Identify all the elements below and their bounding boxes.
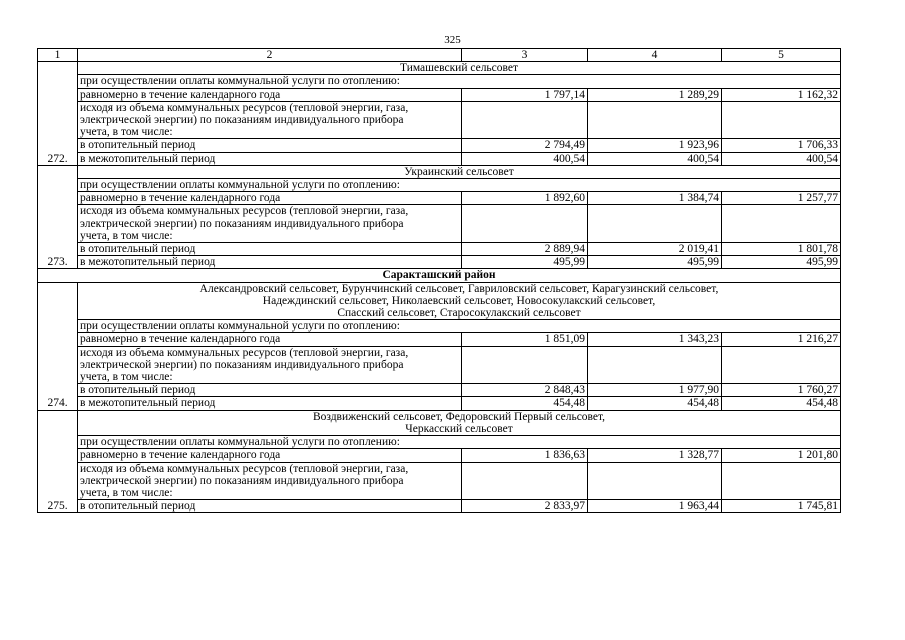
row-label (78, 243, 462, 256)
entity-title (78, 282, 841, 320)
text-line: учета, в том числе: (80, 229, 173, 242)
tariff-value (462, 462, 588, 500)
text-line: при осуществлении оплаты коммунальной услуги по отоплению: (80, 179, 400, 192)
text-line: равномерно в течение календарного года (80, 192, 281, 205)
column-header: 4 (588, 49, 722, 62)
tariff-value (462, 346, 588, 384)
column-header: 2 (78, 49, 462, 62)
entity-title (78, 410, 841, 435)
tariff-value: 1 706,33 (722, 139, 841, 152)
row-label (78, 88, 462, 101)
row-label (78, 500, 462, 513)
tariff-value: 454,48 (462, 397, 588, 410)
group-row (38, 462, 841, 500)
group-row (38, 101, 841, 139)
table-row (38, 192, 841, 205)
text-line: в межотопительный период (80, 152, 216, 165)
tariff-value: 1 162,32 (722, 88, 841, 101)
entity-number: 273. (38, 165, 78, 269)
tariff-table-body (38, 49, 841, 513)
row-label (78, 75, 841, 88)
tariff-value (588, 205, 722, 243)
tariff-value (722, 462, 841, 500)
row-label (78, 436, 841, 449)
page-number: 325 (444, 34, 461, 46)
entity-number: 275. (38, 410, 78, 513)
text-line: электрической энергии) по показаниям индивидуального прибора (80, 217, 404, 230)
row-label (78, 192, 462, 205)
tariff-value (462, 205, 588, 243)
text-line: в межотопительный период (80, 256, 216, 269)
tariff-value: 2 848,43 (462, 384, 588, 397)
row-label (78, 384, 462, 397)
table-row (38, 500, 841, 513)
row-label (78, 320, 841, 333)
table-row (38, 449, 841, 462)
row-label (78, 462, 462, 500)
tariff-value: 454,48 (722, 397, 841, 410)
tariff-value: 1 201,80 (722, 449, 841, 462)
tariff-value (722, 205, 841, 243)
entity-title (78, 165, 841, 178)
column-header: 3 (462, 49, 588, 62)
entity-title-row (38, 410, 841, 435)
table-row (38, 152, 841, 165)
tariff-value: 495,99 (722, 256, 841, 269)
text-line: в межотопительный период (80, 397, 216, 410)
text-line: электрической энергии) по показаниям индивидуального прибора (80, 474, 404, 487)
text-line: электрической энергии) по показаниям индивидуального прибора (80, 358, 404, 371)
text-line: при осуществлении оплаты коммунальной услуги по отоплению: (80, 320, 400, 333)
group-row (38, 205, 841, 243)
tariff-value (588, 462, 722, 500)
text-line: исходя из объема коммунальных ресурсов (тепловой энергии, газа, (80, 346, 409, 359)
column-header: 5 (722, 49, 841, 62)
tariff-value: 1 745,81 (722, 500, 841, 513)
tariff-value: 1 963,44 (588, 500, 722, 513)
tariff-value: 1 797,14 (462, 88, 588, 101)
district-title: Саракташский район (38, 269, 841, 282)
tariff-value: 495,99 (588, 256, 722, 269)
tariff-value: 1 836,63 (462, 449, 588, 462)
row-label (78, 449, 462, 462)
tariff-value (722, 101, 841, 139)
text-line: равномерно в течение календарного года (80, 333, 281, 346)
tariff-table (37, 48, 841, 513)
text-line: при осуществлении оплаты коммунальной услуги по отоплению: (80, 75, 400, 88)
text-line: в отопительный период (80, 243, 196, 256)
district-row (38, 269, 841, 282)
text-line: в отопительный период (80, 500, 196, 513)
tariff-value: 1 851,09 (462, 333, 588, 346)
text-line: Черкасский сельсовет (405, 422, 513, 435)
group-row (38, 436, 841, 449)
tariff-value (722, 346, 841, 384)
tariff-value: 1 384,74 (588, 192, 722, 205)
column-header-row (38, 49, 841, 62)
text-line: учета, в том числе: (80, 371, 173, 384)
text-line: учета, в том числе: (80, 486, 173, 499)
tariff-value: 2 794,49 (462, 139, 588, 152)
entity-number: 272. (38, 62, 78, 166)
tariff-value: 400,54 (462, 152, 588, 165)
text-line: учета, в том числе: (80, 126, 173, 139)
tariff-value: 1 343,23 (588, 333, 722, 346)
text-line: при осуществлении оплаты коммунальной услуги по отоплению: (80, 436, 400, 449)
tariff-value (588, 346, 722, 384)
text-line: равномерно в течение календарного года (80, 449, 281, 462)
tariff-value: 1 216,27 (722, 333, 841, 346)
row-label (78, 179, 841, 192)
text-line: в отопительный период (80, 139, 196, 152)
text-line: равномерно в течение календарного года (80, 88, 281, 101)
column-header: 1 (38, 49, 78, 62)
tariff-value: 495,99 (462, 256, 588, 269)
entity-title-row (38, 282, 841, 320)
row-label (78, 333, 462, 346)
tariff-value: 1 760,27 (722, 384, 841, 397)
row-label (78, 139, 462, 152)
entity-title (78, 62, 841, 75)
tariff-value: 1 977,90 (588, 384, 722, 397)
text-line: исходя из объема коммунальных ресурсов (тепловой энергии, газа, (80, 101, 409, 114)
row-label (78, 397, 462, 410)
tariff-value: 454,48 (588, 397, 722, 410)
tariff-value: 2 019,41 (588, 243, 722, 256)
row-label (78, 205, 462, 243)
text-line: Надеждинский сельсовет, Николаевский сельсовет, Новосокулакский сельсовет, (262, 294, 656, 307)
row-label (78, 346, 462, 384)
text-line: исходя из объема коммунальных ресурсов (тепловой энергии, газа, (80, 205, 409, 218)
row-label (78, 256, 462, 269)
row-label (78, 152, 462, 165)
tariff-value: 2 889,94 (462, 243, 588, 256)
tariff-value: 2 833,97 (462, 500, 588, 513)
text-line: Тимашевский сельсовет (399, 62, 519, 75)
text-line: Александровский сельсовет, Бурунчинский сельсовет, Гавриловский сельсовет, Карагузинский сельсовет, (199, 282, 719, 295)
tariff-value: 400,54 (722, 152, 841, 165)
text-line: электрической энергии) по показаниям индивидуального прибора (80, 114, 404, 127)
tariff-value (462, 101, 588, 139)
row-label (78, 101, 462, 139)
tariff-value: 1 328,77 (588, 449, 722, 462)
table-row (38, 333, 841, 346)
table-row (38, 256, 841, 269)
entity-number: 274. (38, 282, 78, 410)
text-line: исходя из объема коммунальных ресурсов (тепловой энергии, газа, (80, 462, 409, 475)
table-row (38, 139, 841, 152)
tariff-value: 1 801,78 (722, 243, 841, 256)
group-row (38, 75, 841, 88)
tariff-value: 1 257,77 (722, 192, 841, 205)
text-line: Украинский сельсовет (404, 165, 514, 178)
tariff-value: 1 892,60 (462, 192, 588, 205)
table-row (38, 397, 841, 410)
table-row (38, 384, 841, 397)
text-line: Воздвиженский сельсовет, Федоровский Первый сельсовет, (312, 410, 606, 423)
tariff-value: 1 923,96 (588, 139, 722, 152)
entity-title-row (38, 62, 841, 75)
group-row (38, 346, 841, 384)
group-row (38, 179, 841, 192)
entity-title-row (38, 165, 841, 178)
tariff-value: 1 289,29 (588, 88, 722, 101)
tariff-value (588, 101, 722, 139)
table-row (38, 243, 841, 256)
group-row (38, 320, 841, 333)
tariff-value: 400,54 (588, 152, 722, 165)
table-row (38, 88, 841, 101)
text-line: в отопительный период (80, 384, 196, 397)
text-line: Спасский сельсовет, Старосокулакский сельсовет (337, 307, 581, 320)
